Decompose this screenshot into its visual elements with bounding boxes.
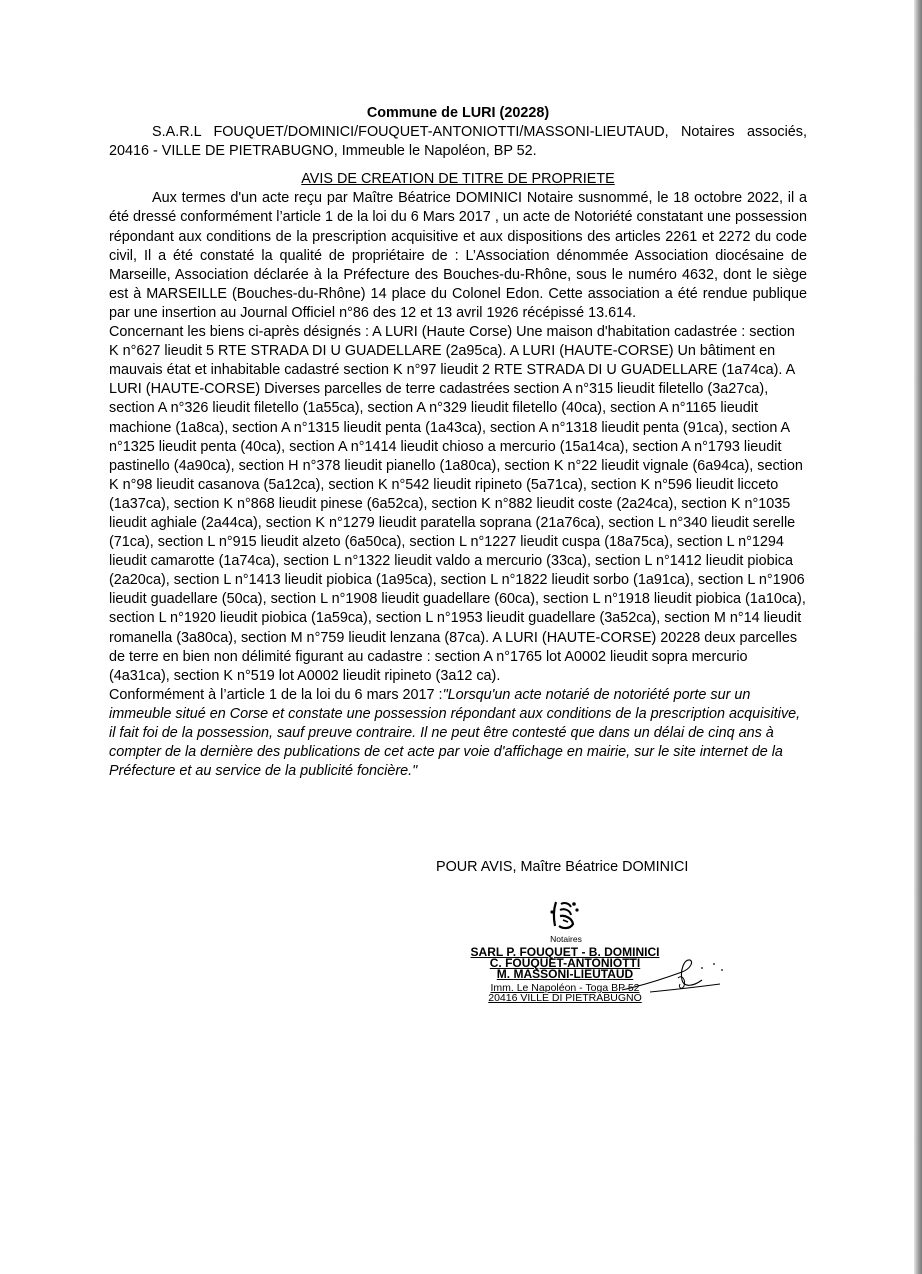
notice-heading: AVIS DE CREATION DE TITRE DE PROPRIETE bbox=[301, 171, 615, 188]
notary-stamp bbox=[440, 898, 730, 1018]
notice-paragraph-deed: Aux termes d'un acte reçu par Maître Béatrice DOMINICI Notaire susnommé, le 18 octobre 2022, il a été dressé conformément l’article 1 de la loi du 6 Mars 2017 , un acte de Notoriété constatant une possession répondant aux conditions de la prescription acquisitive et aux dispositions des articles 2261 et 2272 du code civil, Il a été constaté la qualité de propriétaire de : L’Association dénommée Association diocésaine de Marseille, Association déclarée à la Préfecture des Bouches-du-Rhône, sous le numéro 4632, dont le siège est à MARSEILLE (Bouches-du-Rhône) 14 place du Colonel Edon. Cette association a été rendue publique par une insertion au Journal Officiel n°86 des 12 et 13 avril 1926 récépissé 13.614. bbox=[109, 190, 807, 321]
notice-paragraph-law bbox=[109, 686, 807, 781]
document-page bbox=[109, 104, 807, 781]
law-quote: "Lorsqu'un acte notarié de notoriété porte sur un immeuble situé en Corse et constate une possession répondant aux conditions de la prescription acquisitive, il fait foi de la possession, sauf preuve contraire. Il ne peut être contesté que dans un délai de cinq ans à compter de la dernière des publications de cet acte par voie d'affichage en mairie, sur le site internet de la Préfecture et au service de la publicité foncière." bbox=[109, 686, 801, 780]
law-reference: Conformément à l’article 1 de la loi du 6 mars 2017 : bbox=[109, 686, 443, 703]
notaires-logo-icon bbox=[544, 898, 584, 934]
closing-signature-line: POUR AVIS, Maître Béatrice DOMINICI bbox=[436, 859, 689, 875]
stamp-label: Notaires bbox=[550, 934, 582, 944]
stamp-line-1: SARL P. FOUQUET - B. DOMINICI bbox=[470, 945, 660, 959]
stamp-line-2: C. FOUQUET-ANTONIOTTI bbox=[489, 956, 641, 970]
stamp-line-5: 20416 VILLE DI PIETRABUGNO bbox=[488, 992, 642, 1004]
stamp-line-4: Imm. Le Napoléon - Toga BP 52 bbox=[490, 982, 640, 994]
notary-header: S.A.R.L FOUQUET/DOMINICI/FOUQUET-ANTONIOTTI/MASSONI-LIEUTAUD, Notaires associés, 20416 - VILLE DE PIETRABUGNO, Immeuble le Napoléon, BP 52. bbox=[109, 124, 807, 160]
notice-paragraph-properties: Concernant les biens ci-après désignés : A LURI (Haute Corse) Une maison d'habitation cadastrée : section K n°627 lieudit 5 RTE STRADA DI U GUADELLARE (2a95ca). A LURI (HAUTE-CORSE) Un bâtiment en mauvais état et inhabitable cadastré section K n°97 lieudit 2 RTE STRADA DI U GUADELLARE (1a74ca). A LURI (HAUTE-CORSE) Diverses parcelles de terre cadastrées section A n°315 lieudit filetello (3a27ca), section A n°326 lieudit filetello (1a55ca), section A n°329 lieudit filetello (40ca), section A n°1165 lieudit machione (1a8ca), section A n°1315 lieudit penta (1a43ca), section A n°1318 lieudit penta (91ca), section A n°1325 lieudit penta (40ca), section A n°1414 lieudit chioso a mercurio (15a14ca), section A n°1793 lieudit pastinello (4a90ca), section H n°378 lieudit pianello (1a80ca), section K n°22 lieudit vignale (6a94ca), section K n°98 lieudit casanova (5a12ca), section K n°542 lieudit ripineto (5a71ca), section K n°596 lieudit licceto (1a37ca), section K n°868 lieudit pinese (6a52ca), section K n°882 lieudit coste (2a24ca), section K n°1035 lieudit aghiale (2a44ca), section K n°1279 lieudit paratella soprana (21a76ca), section L n°340 lieudit serelle (71ca), section L n°915 lieudit alzeto (6a50ca), section L n°1227 lieudit cuspa (18a75ca), section L n°1294 lieudit camarotte (1a74ca), section L n°1322 lieudit valdo a mercurio (33ca), section L n°1412 lieudit piobica (2a20ca), section L n°1413 lieudit piobica (1a95ca), section L n°1822 lieudit sorbo (1a91ca), section L n°1906 lieudit guadellare (50ca), section L n°1908 lieudit guadellare (60ca), section L n°1918 lieudit piobica (1a10ca), section L n°1920 lieudit piobica (1a59ca), section L n°1953 lieudit guadellare (3a52ca), section M n°14 lieudit romanella (3a80ca), section M n°759 lieudit lenzana (87ca). A LURI (HAUTE-CORSE) 20228 deux parcelles de terre en bien non délimité figurant au cadastre : section A n°1765 lot A0002 lieudit sopra mercurio (4a31ca), section K n°519 lot A0002 lieudit ripineto (3a12 ca). bbox=[109, 324, 806, 684]
stamp-line-3: M. MASSONI-LIEUTAUD bbox=[496, 967, 634, 981]
page-edge-shadow bbox=[914, 0, 922, 1274]
handwritten-signature bbox=[620, 950, 730, 1006]
commune-title: Commune de LURI (20228) bbox=[366, 105, 550, 121]
